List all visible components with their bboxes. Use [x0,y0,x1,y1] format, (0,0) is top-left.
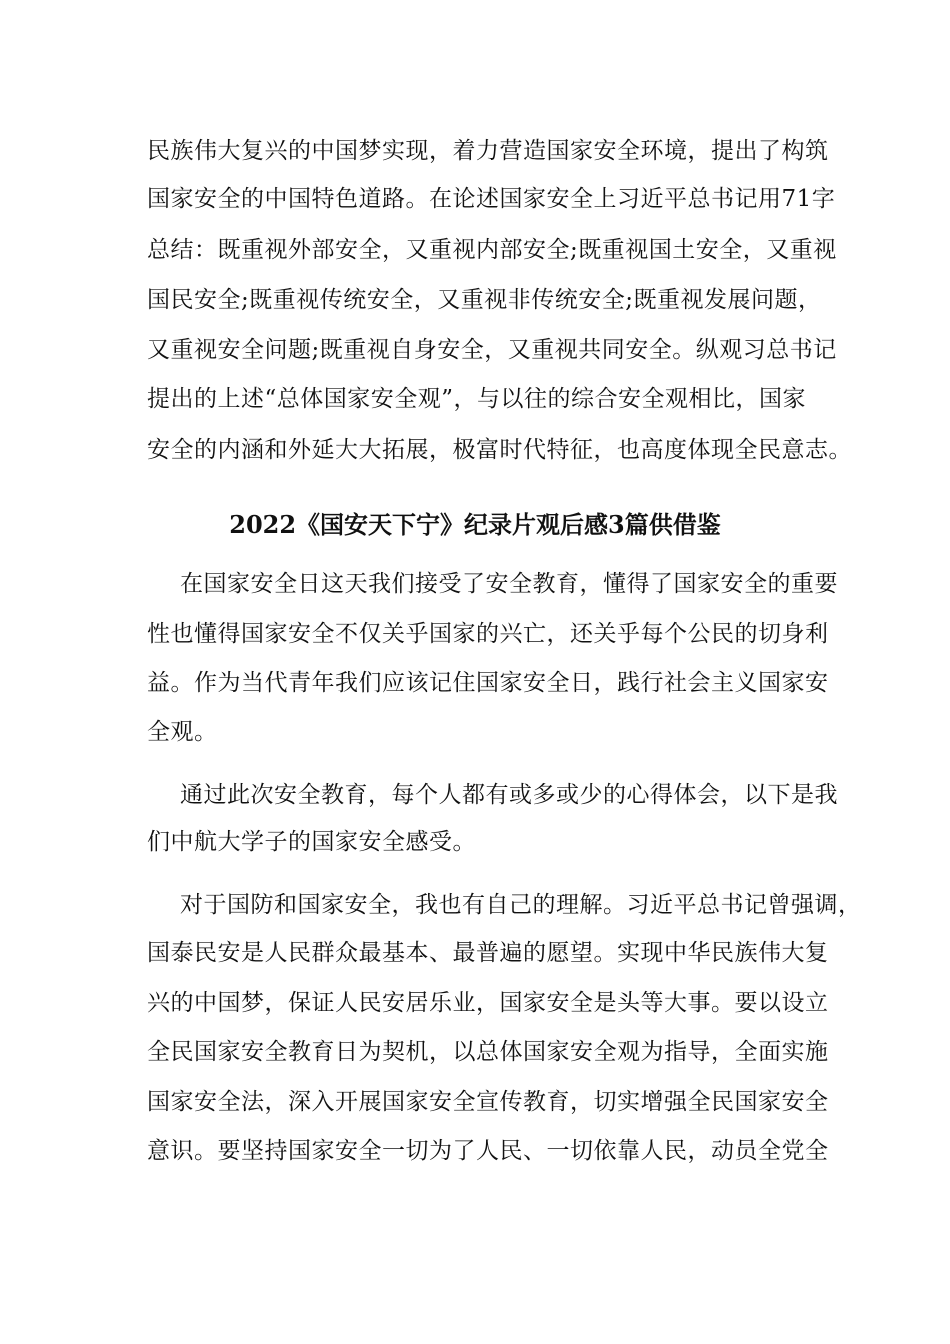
paragraph-4-line-6: 意识。要坚持国家安全一切为了人民、一切依靠人民，动员全党全 [147,1138,829,1164]
section-title: 2022《国安天下宁》纪录片观后感3篇供借鉴 [229,510,721,539]
paragraph-4-line-5: 国家安全法，深入开展国家安全宣传教育，切实增强全民国家安全 [147,1089,829,1115]
paragraph-3-line-2: 们中航大学子的国家安全感受。 [147,829,476,855]
paragraph-2-line-1: 在国家安全日这天我们接受了安全教育，懂得了国家安全的重要 [180,571,838,597]
paragraph-4-line-3: 兴的中国梦，保证人民安居乐业，国家安全是头等大事。要以设立 [147,990,829,1016]
paragraph-1-line-1: 民族伟大复兴的中国梦实现，着力营造国家安全环境，提出了构筑 [147,138,829,164]
paragraph-2-line-4: 全观。 [147,719,218,745]
paragraph-1-line-3: 总结：既重视外部安全，又重视内部安全;既重视国土安全，又重视 [147,237,837,263]
paragraph-1-line-2: 国家安全的中国特色道路。在论述国家安全上习近平总书记用71字 [147,186,836,212]
paragraph-1-line-4: 国民安全;既重视传统安全，又重视非传统安全;既重视发展问题， [147,287,822,313]
paragraph-3-line-1: 通过此次安全教育，每个人都有或多或少的心得体会，以下是我 [180,782,838,808]
paragraph-1-line-5: 又重视安全问题;既重视自身安全，又重视共同安全。纵观习总书记 [147,337,837,363]
paragraph-2-line-2: 性也懂得国家安全不仅关乎国家的兴亡，还关乎每个公民的切身利 [147,621,829,647]
paragraph-4-line-4: 全民国家安全教育日为契机，以总体国家安全观为指导，全面实施 [147,1039,829,1065]
paragraph-2-line-3: 益。作为当代青年我们应该记住国家安全日，践行社会主义国家安 [147,670,829,696]
paragraph-4-line-1: 对于国防和国家安全，我也有自己的理解。习近平总书记曾强调， [180,892,862,918]
paragraph-1-line-7: 安全的内涵和外延大大拓展，极富时代特征，也高度体现全民意志。 [147,437,852,463]
paragraph-4-line-2: 国泰民安是人民群众最基本、最普遍的愿望。实现中华民族伟大复 [147,940,829,966]
paragraph-1-line-6: 提出的上述“总体国家安全观”，与以往的综合安全观相比，国家 [147,386,807,412]
